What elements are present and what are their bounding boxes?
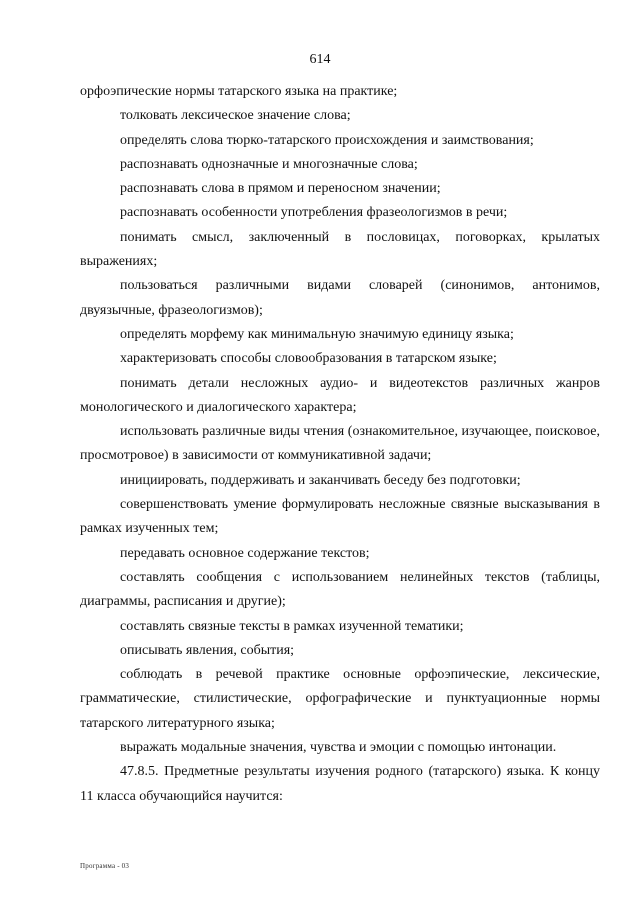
paragraph: толковать лексическое значение слова; [120, 108, 351, 124]
paragraph: распознавать слова в прямом и переносном значении; [120, 181, 441, 197]
paragraph: 47.8.5. Предметные результаты изучения родного (татарского) языка. К концу 11 класса обучающийся научится: [80, 764, 600, 804]
page-number: 614 [309, 52, 331, 67]
paragraph: орфоэпические нормы татарского языка на практике; [80, 84, 398, 99]
paragraph: выражать модальные значения, чувства и эмоции с помощью интонации. [120, 740, 557, 756]
paragraph: использовать различные виды чтения (ознакомительное, изучающее, поисковое, просмотровое) в зависимости от коммуникативной задачи; [80, 424, 600, 464]
paragraph: совершенствовать умение формулировать несложные связные высказывания в рамках изученных тем; [80, 497, 600, 537]
paragraph: определять слова тюрко-татарского происхождения и заимствования; [120, 132, 534, 148]
paragraph: распознавать особенности употребления фразеологизмов в речи; [120, 205, 508, 221]
paragraph: составлять сообщения с использованием нелинейных текстов (таблицы, диаграммы, расписания и другие); [80, 569, 600, 610]
paragraph: составлять связные тексты в рамках изученной тематики; [120, 618, 464, 634]
document-body [80, 80, 600, 809]
paragraph: характеризовать способы словообразования в татарском языке; [120, 351, 497, 367]
paragraph: понимать детали несложных аудио- и видеотекстов различных жанров монологического и диалогического характера; [80, 375, 600, 415]
page-footer: Программа - 03 [80, 862, 130, 870]
paragraph: инициировать, поддерживать и заканчивать беседу без подготовки; [120, 472, 521, 488]
paragraph: понимать смысл, заключенный в пословицах, поговорках, крылатых выражениях; [80, 229, 600, 270]
paragraph: описывать явления, события; [120, 642, 295, 658]
paragraph: определять морфему как минимальную значимую единицу языка; [120, 326, 514, 342]
paragraph: пользоваться различными видами словарей (синонимов, антонимов, двуязычные, фразеологизмов); [80, 278, 600, 318]
paragraph: соблюдать в речевой практике основные орфоэпические, лексические, грамматические, стилистические, орфографические и пунктуационные нормы татарского литературного языка; [80, 667, 600, 731]
paragraph: распознавать однозначные и многозначные слова; [120, 156, 418, 172]
paragraph: передавать основное содержание текстов; [120, 545, 370, 561]
